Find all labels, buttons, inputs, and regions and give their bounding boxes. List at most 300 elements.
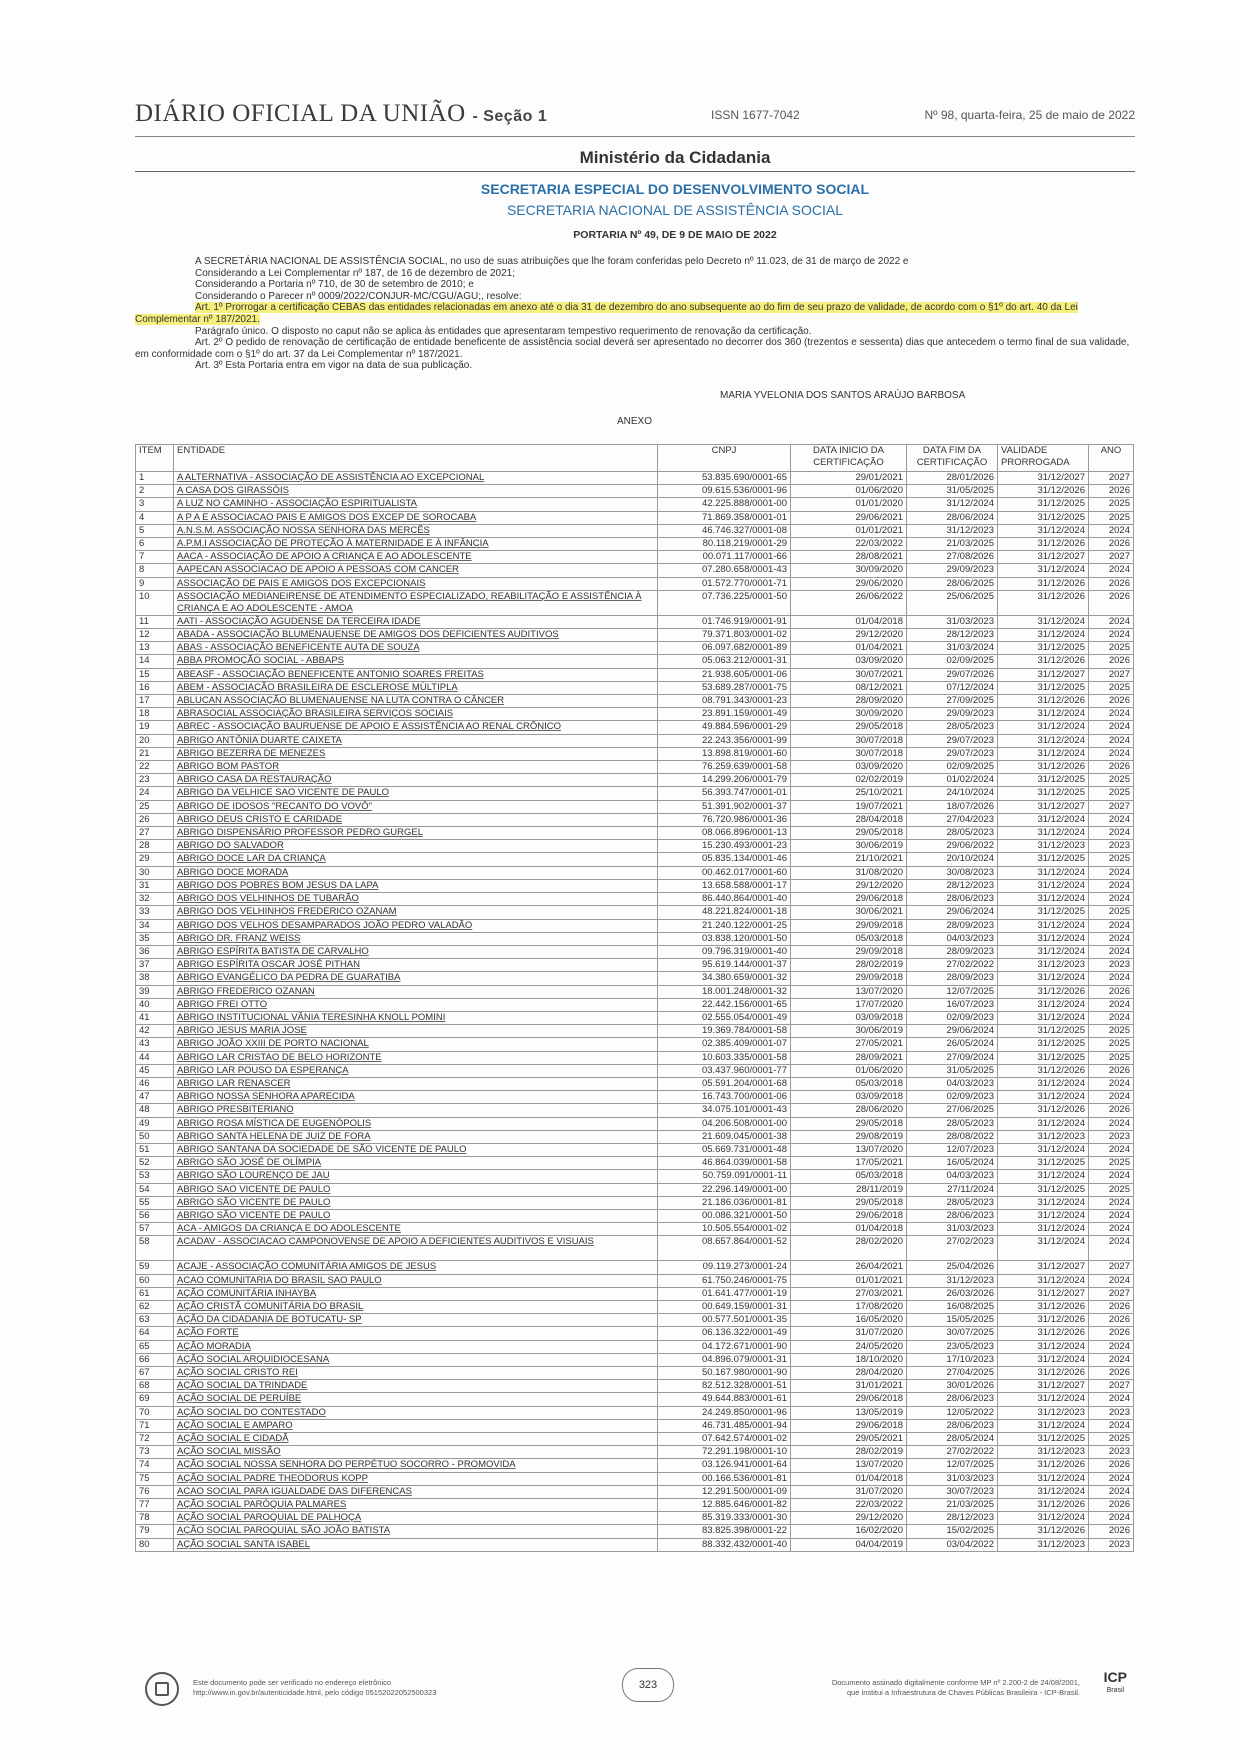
table-row bbox=[136, 1485, 1134, 1498]
start-date-cell: 01/01/2021 bbox=[791, 1274, 907, 1287]
extended-validity-cell: 31/12/2024 bbox=[998, 919, 1089, 932]
table-row bbox=[136, 668, 1134, 681]
extended-validity-cell: 31/12/2024 bbox=[998, 721, 1089, 734]
item-cell: 40 bbox=[136, 998, 174, 1011]
start-date-cell: 26/06/2022 bbox=[791, 590, 907, 615]
item-cell: 61 bbox=[136, 1287, 174, 1300]
entity-cell: ABRIGO ROSA MÍSTICA DE EUGENÓPOLIS bbox=[174, 1117, 658, 1130]
start-date-cell: 30/09/2020 bbox=[791, 708, 907, 721]
cnpj-cell: 01.641.477/0001-19 bbox=[658, 1287, 791, 1300]
item-cell: 7 bbox=[136, 551, 174, 564]
end-date-cell: 04/03/2023 bbox=[907, 1170, 998, 1183]
cnpj-cell: 22.243.356/0001-99 bbox=[658, 734, 791, 747]
end-date-cell: 12/07/2023 bbox=[907, 1143, 998, 1156]
table-row bbox=[136, 1327, 1134, 1340]
start-date-cell: 17/07/2020 bbox=[791, 998, 907, 1011]
cnpj-cell: 76.720.986/0001-36 bbox=[658, 813, 791, 826]
year-cell: 2025 bbox=[1089, 853, 1134, 866]
cnpj-cell: 08.657.864/0001-52 bbox=[658, 1236, 791, 1261]
year-cell: 2026 bbox=[1089, 1459, 1134, 1472]
extended-validity-cell: 31/12/2023 bbox=[998, 1446, 1089, 1459]
table-row bbox=[136, 879, 1134, 892]
intro-paragraph: A SECRETÁRIA NACIONAL DE ASSISTÊNCIA SOCIAL, no uso de suas atribuições que lhe foram conferidas pelo Decreto nº 11.023, de 31 de março de 2022 e bbox=[195, 256, 909, 267]
entity-cell: ABRIGO SÃO VICENTE DE PAULO bbox=[174, 1209, 658, 1222]
year-cell: 2024 bbox=[1089, 813, 1134, 826]
end-date-cell: 28/01/2026 bbox=[907, 472, 998, 485]
table-row bbox=[136, 787, 1134, 800]
year-cell: 2024 bbox=[1089, 1091, 1134, 1104]
extended-validity-cell: 31/12/2025 bbox=[998, 906, 1089, 919]
item-cell: 36 bbox=[136, 945, 174, 958]
extended-validity-cell: 31/12/2024 bbox=[998, 866, 1089, 879]
end-date-cell: 29/06/2024 bbox=[907, 906, 998, 919]
cnpj-cell: 21.609.045/0001-38 bbox=[658, 1130, 791, 1143]
entity-cell: ABRASOCIAL ASSOCIAÇÃO BRASILEIRA SERVIÇOS SOCIAIS bbox=[174, 708, 658, 721]
item-cell: 37 bbox=[136, 959, 174, 972]
start-date-cell: 05/03/2018 bbox=[791, 932, 907, 945]
table-row bbox=[136, 1353, 1134, 1366]
annex-table bbox=[135, 444, 1134, 1552]
end-date-cell: 31/03/2023 bbox=[907, 1223, 998, 1236]
start-date-cell: 27/05/2021 bbox=[791, 1038, 907, 1051]
end-date-cell: 12/07/2025 bbox=[907, 985, 998, 998]
year-cell: 2025 bbox=[1089, 498, 1134, 511]
table-row bbox=[136, 747, 1134, 760]
table-header-row bbox=[136, 445, 1134, 472]
item-cell: 54 bbox=[136, 1183, 174, 1196]
start-date-cell: 29/05/2018 bbox=[791, 1117, 907, 1130]
item-cell: 9 bbox=[136, 577, 174, 590]
cnpj-cell: 09.796.319/0001-40 bbox=[658, 945, 791, 958]
year-cell: 2024 bbox=[1089, 1196, 1134, 1209]
cnpj-cell: 06.097.682/0001-89 bbox=[658, 642, 791, 655]
start-date-cell: 29/09/2018 bbox=[791, 972, 907, 985]
end-date-cell: 15/05/2025 bbox=[907, 1314, 998, 1327]
extended-validity-cell: 31/12/2026 bbox=[998, 1525, 1089, 1538]
table-row bbox=[136, 893, 1134, 906]
extended-validity-cell: 31/12/2026 bbox=[998, 1314, 1089, 1327]
item-cell: 14 bbox=[136, 655, 174, 668]
extended-validity-cell: 31/12/2025 bbox=[998, 774, 1089, 787]
table-row bbox=[136, 774, 1134, 787]
table-row bbox=[136, 1459, 1134, 1472]
start-date-cell: 29/12/2020 bbox=[791, 629, 907, 642]
end-date-cell: 27/04/2025 bbox=[907, 1367, 998, 1380]
entity-cell: AÇÃO SOCIAL DE PERUÍBE bbox=[174, 1393, 658, 1406]
entity-cell: AÇÃO FORTE bbox=[174, 1327, 658, 1340]
issue-date: Nº 98, quarta-feira, 25 de maio de 2022 bbox=[924, 108, 1135, 122]
extended-validity-cell: 31/12/2024 bbox=[998, 1472, 1089, 1485]
table-row bbox=[136, 655, 1134, 668]
extended-validity-cell: 31/12/2025 bbox=[998, 1025, 1089, 1038]
cnpj-cell: 00.071.117/0001-66 bbox=[658, 551, 791, 564]
entity-cell: AÇÃO CRISTÃ COMUNITÁRIA DO BRASIL bbox=[174, 1300, 658, 1313]
table-row bbox=[136, 761, 1134, 774]
cnpj-cell: 05.063.212/0001-31 bbox=[658, 655, 791, 668]
end-date-cell: 27/08/2026 bbox=[907, 551, 998, 564]
extended-validity-cell: 31/12/2027 bbox=[998, 1380, 1089, 1393]
extended-validity-cell: 31/12/2026 bbox=[998, 577, 1089, 590]
issn: ISSN 1677-7042 bbox=[711, 108, 800, 122]
start-date-cell: 29/06/2018 bbox=[791, 893, 907, 906]
entity-cell: AAPECAN ASSOCIACAO DE APOIO A PESSOAS COM CANCER bbox=[174, 564, 658, 577]
cnpj-cell: 07.642.574/0001-02 bbox=[658, 1433, 791, 1446]
cnpj-cell: 03.126.941/0001-64 bbox=[658, 1459, 791, 1472]
signer-name: MARIA YVELONIA DOS SANTOS ARAÚJO BARBOSA bbox=[720, 390, 966, 401]
entity-cell: AÇÃO SOCIAL PARÓQUIA PALMARES bbox=[174, 1499, 658, 1512]
item-cell: 55 bbox=[136, 1196, 174, 1209]
start-date-cell: 28/04/2020 bbox=[791, 1367, 907, 1380]
end-date-cell: 01/02/2024 bbox=[907, 774, 998, 787]
end-date-cell: 31/12/2024 bbox=[907, 498, 998, 511]
cnpj-cell: 13.658.588/0001-17 bbox=[658, 879, 791, 892]
cnpj-cell: 14.299.206/0001-79 bbox=[658, 774, 791, 787]
cnpj-cell: 10.603.335/0001-58 bbox=[658, 1051, 791, 1064]
start-date-cell: 01/04/2018 bbox=[791, 1472, 907, 1485]
paragrafo-unico: Parágrafo único. O disposto no caput não se aplica às entidades que apresentaram tempestivo requerimento de renovação da certificação. bbox=[195, 325, 812, 337]
end-date-cell: 28/09/2023 bbox=[907, 972, 998, 985]
end-date-cell: 30/01/2026 bbox=[907, 1380, 998, 1393]
table-row bbox=[136, 1314, 1134, 1327]
end-date-cell: 12/05/2022 bbox=[907, 1406, 998, 1419]
cnpj-cell: 09.615.536/0001-96 bbox=[658, 485, 791, 498]
item-cell: 53 bbox=[136, 1170, 174, 1183]
item-cell: 30 bbox=[136, 866, 174, 879]
item-cell: 57 bbox=[136, 1223, 174, 1236]
item-cell: 38 bbox=[136, 972, 174, 985]
end-date-cell: 12/07/2025 bbox=[907, 1459, 998, 1472]
start-date-cell: 16/05/2020 bbox=[791, 1314, 907, 1327]
start-date-cell: 03/09/2020 bbox=[791, 761, 907, 774]
entity-cell: ACAO SOCIAL PARA IGUALDADE DAS DIFERENCAS bbox=[174, 1485, 658, 1498]
extended-validity-cell: 31/12/2026 bbox=[998, 1104, 1089, 1117]
column-header: ITEM bbox=[136, 445, 174, 472]
cnpj-cell: 05.835.134/0001-46 bbox=[658, 853, 791, 866]
item-cell: 64 bbox=[136, 1327, 174, 1340]
extended-validity-cell: 31/12/2026 bbox=[998, 538, 1089, 551]
entity-cell: ABRIGO DOS POBRES BOM JESUS DA LAPA bbox=[174, 879, 658, 892]
cnpj-cell: 50.759.091/0001-11 bbox=[658, 1170, 791, 1183]
item-cell: 1 bbox=[136, 472, 174, 485]
end-date-cell: 28/06/2023 bbox=[907, 893, 998, 906]
cnpj-cell: 83.825.398/0001-22 bbox=[658, 1525, 791, 1538]
end-date-cell: 16/07/2023 bbox=[907, 998, 998, 1011]
extended-validity-cell: 31/12/2024 bbox=[998, 1143, 1089, 1156]
start-date-cell: 27/03/2021 bbox=[791, 1287, 907, 1300]
entity-cell: AÇÃO SOCIAL NOSSA SENHORA DO PERPÉTUO SOCORRO - PROMOVIDA bbox=[174, 1459, 658, 1472]
extended-validity-cell: 31/12/2024 bbox=[998, 1512, 1089, 1525]
end-date-cell: 27/06/2025 bbox=[907, 1104, 998, 1117]
end-date-cell: 28/12/2023 bbox=[907, 1512, 998, 1525]
item-cell: 80 bbox=[136, 1538, 174, 1551]
table-row bbox=[136, 615, 1134, 628]
extended-validity-cell: 31/12/2026 bbox=[998, 655, 1089, 668]
item-cell: 8 bbox=[136, 564, 174, 577]
end-date-cell: 02/09/2023 bbox=[907, 1091, 998, 1104]
year-cell: 2025 bbox=[1089, 1038, 1134, 1051]
entity-cell: ABRIGO DE IDOSOS "RECANTO DO VOVÔ" bbox=[174, 800, 658, 813]
year-cell: 2026 bbox=[1089, 1367, 1134, 1380]
end-date-cell: 25/04/2026 bbox=[907, 1261, 998, 1274]
year-cell: 2024 bbox=[1089, 524, 1134, 537]
year-cell: 2024 bbox=[1089, 1117, 1134, 1130]
extended-validity-cell: 31/12/2023 bbox=[998, 1406, 1089, 1419]
end-date-cell: 03/04/2022 bbox=[907, 1538, 998, 1551]
entity-cell: ABRIGO JESUS MARIA JOSE bbox=[174, 1025, 658, 1038]
entity-cell: ABRIGO SAO VICENTE DE PAULO bbox=[174, 1183, 658, 1196]
column-header: CNPJ bbox=[658, 445, 791, 472]
cnpj-cell: 05.591.204/0001-68 bbox=[658, 1077, 791, 1090]
item-cell: 46 bbox=[136, 1077, 174, 1090]
end-date-cell: 29/07/2023 bbox=[907, 734, 998, 747]
cnpj-cell: 95.619.144/0001-37 bbox=[658, 959, 791, 972]
table-row bbox=[136, 1525, 1134, 1538]
extended-validity-cell: 31/12/2026 bbox=[998, 1459, 1089, 1472]
start-date-cell: 30/07/2018 bbox=[791, 747, 907, 760]
year-cell: 2023 bbox=[1089, 840, 1134, 853]
item-cell: 29 bbox=[136, 853, 174, 866]
extended-validity-cell: 31/12/2026 bbox=[998, 590, 1089, 615]
end-date-cell: 24/10/2024 bbox=[907, 787, 998, 800]
end-date-cell: 21/03/2025 bbox=[907, 1499, 998, 1512]
entity-cell: ABRIGO SANTA HELENA DE JUIZ DE FORA bbox=[174, 1130, 658, 1143]
entity-cell: ABRIGO JOÃO XXIII DE PORTO NACIONAL bbox=[174, 1038, 658, 1051]
end-date-cell: 28/05/2023 bbox=[907, 721, 998, 734]
cnpj-cell: 46.731.485/0001-94 bbox=[658, 1419, 791, 1432]
item-cell: 56 bbox=[136, 1209, 174, 1222]
year-cell: 2025 bbox=[1089, 642, 1134, 655]
table-row bbox=[136, 1380, 1134, 1393]
item-cell: 32 bbox=[136, 893, 174, 906]
extended-validity-cell: 31/12/2025 bbox=[998, 1183, 1089, 1196]
portaria-body bbox=[135, 256, 1135, 372]
end-date-cell: 28/05/2024 bbox=[907, 1433, 998, 1446]
entity-cell: ABRIGO INSTITUCIONAL VÂNIA TERESINHA KNOLL POMINI bbox=[174, 1011, 658, 1024]
end-date-cell: 16/08/2025 bbox=[907, 1300, 998, 1313]
extended-validity-cell: 31/12/2024 bbox=[998, 1011, 1089, 1024]
extended-validity-cell: 31/12/2027 bbox=[998, 551, 1089, 564]
year-cell: 2026 bbox=[1089, 577, 1134, 590]
start-date-cell: 28/08/2021 bbox=[791, 551, 907, 564]
extended-validity-cell: 31/12/2024 bbox=[998, 932, 1089, 945]
extended-validity-cell: 31/12/2026 bbox=[998, 761, 1089, 774]
year-cell: 2027 bbox=[1089, 668, 1134, 681]
extended-validity-cell: 31/12/2023 bbox=[998, 840, 1089, 853]
icp-brasil-logo: ICP Brasil bbox=[1103, 1669, 1127, 1694]
end-date-cell: 04/03/2023 bbox=[907, 1077, 998, 1090]
start-date-cell: 24/05/2020 bbox=[791, 1340, 907, 1353]
anexo-label: ANEXO bbox=[617, 416, 653, 427]
year-cell: 2026 bbox=[1089, 1300, 1134, 1313]
item-cell: 24 bbox=[136, 787, 174, 800]
year-cell: 2024 bbox=[1089, 932, 1134, 945]
table-row bbox=[136, 681, 1134, 694]
start-date-cell: 29/06/2018 bbox=[791, 1419, 907, 1432]
extended-validity-cell: 31/12/2024 bbox=[998, 1209, 1089, 1222]
year-cell: 2026 bbox=[1089, 1064, 1134, 1077]
extended-validity-cell: 31/12/2024 bbox=[998, 1340, 1089, 1353]
extended-validity-cell: 31/12/2024 bbox=[998, 615, 1089, 628]
start-date-cell: 01/04/2021 bbox=[791, 642, 907, 655]
start-date-cell: 05/03/2018 bbox=[791, 1170, 907, 1183]
start-date-cell: 01/04/2018 bbox=[791, 615, 907, 628]
cnpj-cell: 08.066.896/0001-13 bbox=[658, 827, 791, 840]
extended-validity-cell: 31/12/2024 bbox=[998, 564, 1089, 577]
start-date-cell: 03/09/2020 bbox=[791, 655, 907, 668]
end-date-cell: 27/02/2022 bbox=[907, 959, 998, 972]
cnpj-cell: 53.689.287/0001-75 bbox=[658, 681, 791, 694]
cnpj-cell: 56.393.747/0001-01 bbox=[658, 787, 791, 800]
table-row bbox=[136, 1104, 1134, 1117]
extended-validity-cell: 31/12/2024 bbox=[998, 972, 1089, 985]
table-row bbox=[136, 959, 1134, 972]
table-row bbox=[136, 1077, 1134, 1090]
end-date-cell: 28/06/2024 bbox=[907, 511, 998, 524]
item-cell: 69 bbox=[136, 1393, 174, 1406]
item-cell: 31 bbox=[136, 879, 174, 892]
table-row bbox=[136, 1130, 1134, 1143]
item-cell: 78 bbox=[136, 1512, 174, 1525]
start-date-cell: 28/02/2019 bbox=[791, 1446, 907, 1459]
cnpj-cell: 46.746.327/0001-08 bbox=[658, 524, 791, 537]
entity-cell: ABRIGO ESPÍRITA BATISTA DE CARVALHO bbox=[174, 945, 658, 958]
cnpj-cell: 48.221.824/0001-18 bbox=[658, 906, 791, 919]
cnpj-cell: 12.291.500/0001-09 bbox=[658, 1485, 791, 1498]
entity-cell: ABRIGO LAR RENASCER bbox=[174, 1077, 658, 1090]
item-cell: 41 bbox=[136, 1011, 174, 1024]
start-date-cell: 26/04/2021 bbox=[791, 1261, 907, 1274]
item-cell: 25 bbox=[136, 800, 174, 813]
cnpj-cell: 12.885.646/0001-82 bbox=[658, 1499, 791, 1512]
year-cell: 2024 bbox=[1089, 1512, 1134, 1525]
cnpj-cell: 04.206.508/0001-00 bbox=[658, 1117, 791, 1130]
item-cell: 20 bbox=[136, 734, 174, 747]
item-cell: 75 bbox=[136, 1472, 174, 1485]
extended-validity-cell: 31/12/2024 bbox=[998, 879, 1089, 892]
table-row bbox=[136, 538, 1134, 551]
extended-validity-cell: 31/12/2024 bbox=[998, 629, 1089, 642]
start-date-cell: 22/03/2022 bbox=[791, 538, 907, 551]
start-date-cell: 29/06/2020 bbox=[791, 577, 907, 590]
year-cell: 2025 bbox=[1089, 1433, 1134, 1446]
year-cell: 2024 bbox=[1089, 998, 1134, 1011]
start-date-cell: 29/12/2020 bbox=[791, 879, 907, 892]
entity-cell: A.N.S.M. ASSOCIAÇÃO NOSSA SENHORA DAS MERCÊS bbox=[174, 524, 658, 537]
year-cell: 2023 bbox=[1089, 959, 1134, 972]
table-row bbox=[136, 511, 1134, 524]
cnpj-cell: 00.086.321/0001-50 bbox=[658, 1209, 791, 1222]
year-cell: 2027 bbox=[1089, 472, 1134, 485]
entity-cell: ABRIGO ANTÔNIA DUARTE CAIXETA bbox=[174, 734, 658, 747]
start-date-cell: 22/03/2022 bbox=[791, 1499, 907, 1512]
end-date-cell: 28/06/2025 bbox=[907, 577, 998, 590]
year-cell: 2024 bbox=[1089, 1170, 1134, 1183]
entity-cell: A.P.M.I ASSOCIAÇÃO DE PROTEÇÃO À MATERNIDADE E À INFÂNCIA bbox=[174, 538, 658, 551]
year-cell: 2024 bbox=[1089, 564, 1134, 577]
year-cell: 2024 bbox=[1089, 866, 1134, 879]
table-row bbox=[136, 721, 1134, 734]
year-cell: 2027 bbox=[1089, 1261, 1134, 1274]
entity-cell: ABRIGO DO SALVADOR bbox=[174, 840, 658, 853]
end-date-cell: 02/09/2025 bbox=[907, 655, 998, 668]
item-cell: 51 bbox=[136, 1143, 174, 1156]
entity-cell: AATI - ASSOCIAÇÃO AGUDENSE DA TERCEIRA IDADE bbox=[174, 615, 658, 628]
start-date-cell: 28/02/2019 bbox=[791, 959, 907, 972]
table-row bbox=[136, 642, 1134, 655]
table-row bbox=[136, 813, 1134, 826]
start-date-cell: 13/07/2020 bbox=[791, 1459, 907, 1472]
start-date-cell: 03/09/2018 bbox=[791, 1011, 907, 1024]
header-divider bbox=[135, 136, 1135, 137]
year-cell: 2027 bbox=[1089, 1380, 1134, 1393]
end-date-cell: 28/06/2023 bbox=[907, 1419, 998, 1432]
table-row bbox=[136, 564, 1134, 577]
cnpj-cell: 01.572.770/0001-71 bbox=[658, 577, 791, 590]
year-cell: 2024 bbox=[1089, 1340, 1134, 1353]
cnpj-cell: 42.225.888/0001-00 bbox=[658, 498, 791, 511]
table-row bbox=[136, 498, 1134, 511]
article-3: Art. 3º Esta Portaria entra em vigor na data de sua publicação. bbox=[195, 360, 473, 372]
end-date-cell: 31/05/2025 bbox=[907, 485, 998, 498]
year-cell: 2024 bbox=[1089, 734, 1134, 747]
table-row bbox=[136, 1499, 1134, 1512]
table-row bbox=[136, 1367, 1134, 1380]
extended-validity-cell: 31/12/2027 bbox=[998, 472, 1089, 485]
start-date-cell: 29/05/2018 bbox=[791, 827, 907, 840]
entity-cell: ABRIGO CASA DA RESTAURAÇÃO bbox=[174, 774, 658, 787]
entity-cell: ABRIGO SÃO JOSÉ DE OLÍMPIA bbox=[174, 1157, 658, 1170]
extended-validity-cell: 31/12/2024 bbox=[998, 1223, 1089, 1236]
year-cell: 2024 bbox=[1089, 615, 1134, 628]
cnpj-cell: 04.896.079/0001-31 bbox=[658, 1353, 791, 1366]
table-body bbox=[136, 472, 1134, 1552]
extended-validity-cell: 31/12/2024 bbox=[998, 1419, 1089, 1432]
start-date-cell: 28/02/2020 bbox=[791, 1236, 907, 1261]
year-cell: 2026 bbox=[1089, 1499, 1134, 1512]
cnpj-cell: 15.230.493/0001-23 bbox=[658, 840, 791, 853]
item-cell: 48 bbox=[136, 1104, 174, 1117]
year-cell: 2027 bbox=[1089, 1287, 1134, 1300]
year-cell: 2027 bbox=[1089, 800, 1134, 813]
end-date-cell: 31/12/2023 bbox=[907, 524, 998, 537]
year-cell: 2024 bbox=[1089, 1419, 1134, 1432]
extended-validity-cell: 31/12/2024 bbox=[998, 1117, 1089, 1130]
table-row bbox=[136, 932, 1134, 945]
cnpj-cell: 18.001.248/0001-32 bbox=[658, 985, 791, 998]
year-cell: 2025 bbox=[1089, 1025, 1134, 1038]
end-date-cell: 17/10/2023 bbox=[907, 1353, 998, 1366]
year-cell: 2025 bbox=[1089, 906, 1134, 919]
end-date-cell: 26/05/2024 bbox=[907, 1038, 998, 1051]
end-date-cell: 29/09/2023 bbox=[907, 564, 998, 577]
year-cell: 2024 bbox=[1089, 827, 1134, 840]
year-cell: 2024 bbox=[1089, 945, 1134, 958]
item-cell: 66 bbox=[136, 1353, 174, 1366]
table-row bbox=[136, 827, 1134, 840]
end-date-cell: 16/05/2024 bbox=[907, 1157, 998, 1170]
item-cell: 12 bbox=[136, 629, 174, 642]
extended-validity-cell: 31/12/2027 bbox=[998, 1261, 1089, 1274]
end-date-cell: 27/09/2025 bbox=[907, 695, 998, 708]
entity-cell: A ALTERNATIVA - ASSOCIAÇÃO DE ASSISTÊNCIA AO EXCEPCIONAL bbox=[174, 472, 658, 485]
table-row bbox=[136, 1091, 1134, 1104]
extended-validity-cell: 31/12/2024 bbox=[998, 1236, 1089, 1261]
ministry-divider bbox=[135, 171, 1135, 172]
entity-cell: ABRIGO PRESBITERIANO bbox=[174, 1104, 658, 1117]
year-cell: 2026 bbox=[1089, 590, 1134, 615]
entity-cell: A P A E ASSOCIACAO PAIS E AMIGOS DOS EXCEP DE SOROCABA bbox=[174, 511, 658, 524]
item-cell: 13 bbox=[136, 642, 174, 655]
